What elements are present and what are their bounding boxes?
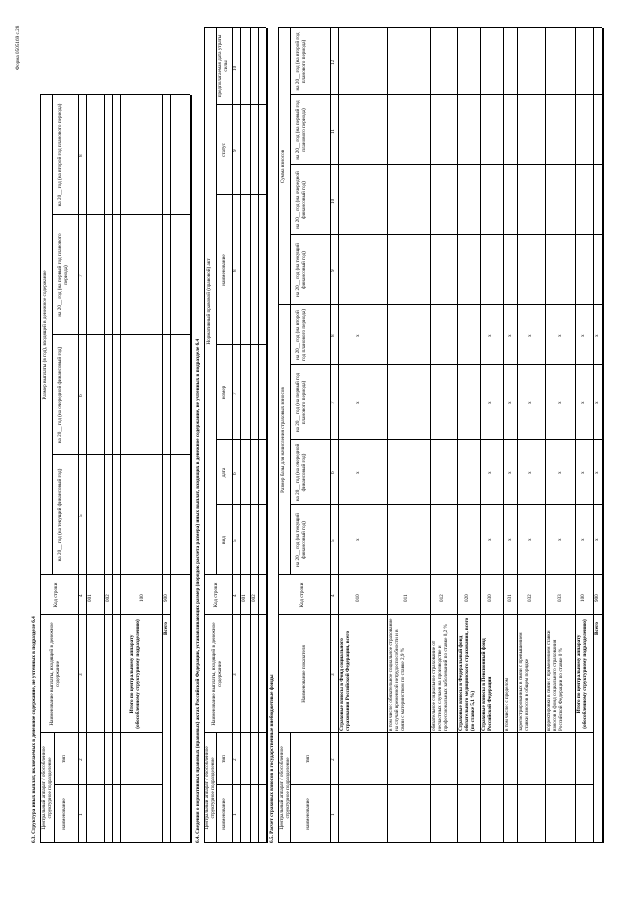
s65-all-code: 900 [594, 594, 600, 602]
s65-header-name: наименование [305, 798, 311, 830]
s65-cell-x: x [594, 538, 600, 541]
s63-colnum: 1 [78, 813, 84, 816]
s65-header-type: тип [305, 755, 311, 763]
s65-cell-x: x [557, 334, 563, 337]
s65-row-code: 010 [355, 594, 361, 602]
s65-cell-x: x [507, 334, 513, 337]
s65-cell-x: x [355, 538, 361, 541]
s63-total-label: Итого по центральному аппарату (обособленному структурному подразделению) [129, 619, 141, 729]
s65-cell-x: x [580, 471, 586, 474]
s65-total-code: 100 [580, 594, 586, 602]
s63-colnum: 2 [78, 758, 84, 761]
s64-header-act: Нормативный правовой (правовой) акт [206, 258, 212, 345]
s65-colnum: 5 [330, 539, 336, 542]
s63-header-y2: на 20__ год (на очередной финансовый год) [57, 346, 63, 444]
s65-colnum: 8 [330, 334, 336, 337]
s65-header-sum: Сумма взносов [280, 149, 286, 184]
s65-row-code: 031 [507, 594, 513, 602]
s64-header-type: тип [221, 755, 227, 763]
s64-colnum: 5 [232, 539, 238, 542]
s65-cell-x: x [527, 471, 533, 474]
s65-cell-x: x [527, 334, 533, 337]
s63-total-code: 100 [139, 594, 145, 602]
s65-all-label: Всего [594, 622, 600, 635]
s65-cell-x: x [355, 334, 361, 337]
section-6-4-title: 6.4. Сведения о нормативных правовых (правовых) актах Российской Федерации, устанавливающих размер (порядок расчета размера) иных выплат, входящих в денежное содержание, не учтенных в подразделе 6.4 [195, 338, 201, 843]
s65-row-code: 011 [403, 594, 409, 602]
s65-header-base-y4: на 20__ год (на второй год планового периода) [295, 309, 307, 361]
form-code: Форма 0505169 с.28 [15, 25, 21, 70]
s63-header-size: Размер выплаты (в год), входящей в денежное содержание [42, 270, 48, 400]
s64-colnum: 10 [232, 65, 238, 71]
s63-colnum: 4 [78, 594, 84, 597]
s64-row-code: 002 [251, 594, 257, 602]
s65-row-code: 012 [439, 594, 445, 602]
s64-header-payname: Наименование выплаты, входящей в денежное содержание [211, 622, 223, 726]
s64-header-lost: предполагаемая дата утраты силы [217, 34, 229, 98]
s65-cell-x: x [557, 401, 563, 404]
s65-cell-x: x [527, 538, 533, 541]
s64-colnum: 1 [232, 813, 238, 816]
s65-row-label: обязательное социальное страхование от несчастных случаев на производстве и профессиональных заболеваний по ставке 0,2 % [431, 624, 449, 731]
s65-cell-x: x [580, 538, 586, 541]
s65-colnum: 2 [330, 758, 336, 761]
s65-header-sum-y4: на 20__ год (на второй год планового периода) [295, 32, 307, 91]
s65-cell-x: x [594, 401, 600, 404]
s65-cell-x: x [487, 538, 493, 541]
s65-header-sum-y3: на 20__ год (на первый год планового периода) [295, 100, 307, 160]
s63-header-y4: на 20__ год (на второй год планового периода) [57, 103, 63, 207]
s63-header-y1: на 20__ год (на текущий финансовый год) [57, 468, 63, 562]
s65-row-label: Страховые взносы в Пенсионный фонд Российской Федерации [481, 638, 493, 731]
s63-header-code: Код строки [53, 582, 59, 608]
s65-row-label: в том числе: с пределом [504, 678, 510, 731]
s65-colnum: 12 [330, 59, 336, 65]
s65-cell-x: x [594, 334, 600, 337]
s65-colnum: 1 [330, 813, 336, 816]
s65-cell-x: x [527, 401, 533, 404]
s63-header-y3: на 20__ год (на первый год планового периода) [57, 233, 69, 317]
s65-cell-x: x [487, 401, 493, 404]
s63-header-name: наименование [61, 798, 67, 830]
s63-header-type: тип [61, 755, 67, 763]
s65-header-unit: Центральный аппарат / обособленное структурное подразделение [279, 746, 291, 830]
s63-header-unit: Центральный аппарат / обособленное структурное подразделение [41, 746, 53, 830]
s64-header-actname: наименование [221, 254, 227, 286]
s65-row-label: корректировки в связи с применением ставки взносов в фонд социального страхования Российской Федерации по ставке 0 % [546, 630, 564, 731]
s65-cell-x: x [355, 401, 361, 404]
s65-cell-x: x [557, 471, 563, 474]
s64-header-status: статус [221, 143, 227, 157]
s65-colnum: 4 [330, 594, 336, 597]
s65-cell-x: x [355, 471, 361, 474]
s63-colnum: 3 [78, 673, 84, 676]
s64-colnum: 6 [232, 472, 238, 475]
s63-all-label: Всего [163, 622, 169, 635]
s65-colnum: 3 [330, 673, 336, 676]
s65-colnum: 11 [330, 129, 336, 134]
s65-header-sum-y2: на 20__ год (на очередной финансовый год) [295, 171, 307, 229]
s65-row-code: 033 [557, 594, 563, 602]
s65-colnum: 9 [330, 269, 336, 272]
s63-colnum: 6 [78, 394, 84, 397]
s64-colnum: 8 [232, 269, 238, 272]
s64-row-code: 001 [241, 594, 247, 602]
s63-all-code: 900 [163, 594, 169, 602]
s65-cell-x: x [507, 401, 513, 404]
s65-cell-x: x [580, 334, 586, 337]
s63-row-code: 002 [105, 594, 111, 602]
s65-header-sum-y1: на 20__ год (на текущий финансовый год) [295, 243, 307, 297]
s63-colnum: 7 [78, 274, 84, 277]
s65-header-ind: Наименование показателя [301, 645, 307, 703]
s63-colnum: 8 [78, 154, 84, 157]
s64-colnum: 2 [232, 758, 238, 761]
s65-header-base-y3: на 20__ год (на первый год планового периода) [295, 372, 307, 433]
s65-cell-x: x [580, 401, 586, 404]
s63-header-payname: Наименование выплаты, входящей в денежное содержание [49, 622, 61, 726]
s65-row-label: в том числе: обязательное социальное страхование на случай временной нетрудоспособности и в связи с материнством по ставке 2,9 % [388, 618, 406, 731]
s64-header-kind: вид [221, 536, 227, 544]
s64-colnum: 3 [232, 673, 238, 676]
s63-row-code: 001 [87, 594, 93, 602]
s65-row-code: 030 [487, 594, 493, 602]
section-6-5-title: 6.5. Расчет страховых взносов в государственные внебюджетные фонды [269, 674, 275, 843]
s65-row-code: 020 [464, 594, 470, 602]
s64-header-code: Код строки [213, 582, 219, 608]
s65-cell-x: x [487, 471, 493, 474]
s65-cell-x: x [557, 538, 563, 541]
s65-cell-x: x [507, 538, 513, 541]
s65-row-label: зарегистрированных в связи с превышением ставки взносов в общем порядке [518, 632, 530, 731]
s65-total-label: Итого по центральному аппарату (обособленному структурному подразделению) [576, 619, 588, 729]
s63-colnum: 5 [78, 514, 84, 517]
s65-row-code: 032 [527, 594, 533, 602]
s65-cell-x: x [487, 334, 493, 337]
s65-row-label: Страховые взносы в Фонд социального страхования Российской Федерации, всего [339, 630, 351, 731]
s65-header-code: Код строки [299, 582, 305, 608]
s65-cell-x: x [507, 471, 513, 474]
s64-colnum: 9 [232, 149, 238, 152]
s64-header-unit: Центральный аппарат / обособленное структурное подразделение [204, 746, 216, 830]
s65-header-base: Размер базы для начисления страховых взносов [280, 387, 286, 493]
s65-header-base-y1: на 20__ год (на текущий финансовый год) [295, 513, 307, 567]
s64-header-date: дата [221, 467, 227, 478]
s65-colnum: 10 [330, 198, 336, 204]
section-6-3-title: 6.3. Структура иных выплат, включаемых в денежное содержание, не учтенных в подразделе 6.4 [31, 616, 37, 843]
s65-header-base-y2: на 20__ год (на очередной финансовый год) [295, 443, 307, 502]
s64-colnum: 4 [232, 594, 238, 597]
s64-colnum: 7 [232, 392, 238, 395]
s65-row-label: Страховые взносы в Федеральный фонд обязательного медицинского страхования, всего (по ставке 5,1 %) [458, 617, 476, 731]
s64-header-num: номер [221, 385, 227, 400]
s65-cell-x: x [594, 471, 600, 474]
s64-header-name: наименование [221, 798, 227, 830]
s65-colnum: 7 [330, 401, 336, 404]
s65-colnum: 6 [330, 471, 336, 474]
